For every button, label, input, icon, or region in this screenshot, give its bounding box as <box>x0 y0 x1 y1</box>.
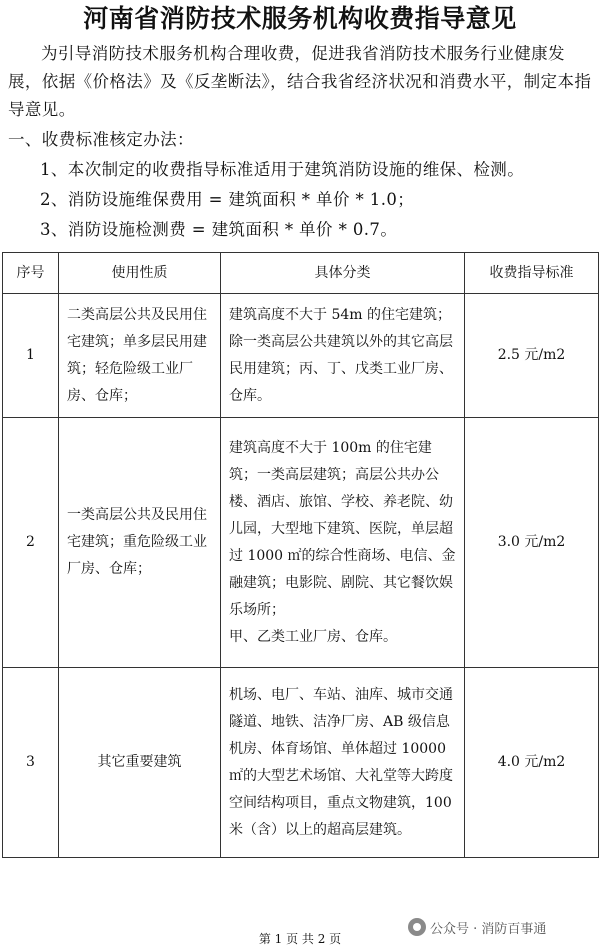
fee-standard-table <box>2 252 599 858</box>
document-title: 河南省消防技术服务机构收费指导意见 <box>83 4 517 33</box>
section-heading: 一、收费标准核定办法： <box>8 130 194 149</box>
row-no: 2 <box>3 418 59 668</box>
row-standard: 4.0 元/m2 <box>465 668 599 858</box>
table-header-row <box>3 253 599 294</box>
list-item: 1、本次制定的收费指导标准适用于建筑消防设施的维保、检测。 <box>40 160 525 179</box>
row-standard: 3.0 元/m2 <box>465 418 599 668</box>
classification-extra: 甲、乙类工业厂房、仓库。 <box>229 628 397 645</box>
classification-main: 建筑高度不大于 100m 的住宅建筑；一类高层建筑；高层公共办公楼、酒店、旅馆、学校、养老院、幼儿园，大型地下建筑、医院，单层超过 1000 ㎡的综合性商场、电信、金融建筑；电影院、剧院、其它餐饮娱乐场所； <box>229 439 456 618</box>
row-classification <box>221 418 465 668</box>
row-classification: 建筑高度不大于 54m 的住宅建筑；除一类高层公共建筑以外的其它高层民用建筑；丙、丁、戊类工业厂房、仓库。 <box>221 294 465 418</box>
row-nature: 二类高层公共及民用住宅建筑；单多层民用建筑；轻危险级工业厂房、仓库； <box>59 294 221 418</box>
header-no: 序号 <box>3 253 59 294</box>
table-row <box>3 418 599 668</box>
table-row <box>3 294 599 418</box>
header-classification: 具体分类 <box>221 253 465 294</box>
header-standard: 收费指导标准 <box>465 253 599 294</box>
list-item: 3、消防设施检测费 = 建筑面积 * 单价 * 0.7。 <box>40 220 398 239</box>
row-no: 3 <box>3 668 59 858</box>
row-nature: 一类高层公共及民用住宅建筑；重危险级工业厂房、仓库； <box>59 418 221 668</box>
header-nature: 使用性质 <box>59 253 221 294</box>
row-no: 1 <box>3 294 59 418</box>
row-nature: 其它重要建筑 <box>59 668 221 858</box>
row-standard: 2.5 元/m2 <box>465 294 599 418</box>
row-classification: 机场、电厂、车站、油库、城市交通隧道、地铁、洁净厂房、AB 级信息机房、体育场馆、单体超过 10000 ㎡的大型艺术场馆、大礼堂等大跨度空间结构项目，重点文物建筑，100 米（含）以上的超高层建筑。 <box>221 668 465 858</box>
table-row <box>3 668 599 858</box>
page-number: 第 1 页 共 2 页 <box>258 932 342 946</box>
list-item: 2、消防设施维保费用 = 建筑面积 * 单价 * 1.0； <box>40 190 415 209</box>
watermark-text: 公众号 · 消防百事通 <box>430 921 547 937</box>
intro-paragraph: 为引导消防技术服务机构合理收费，促进我省消防技术服务行业健康发展，依据《价格法》及《反垄断法》，结合我省经济状况和消费水平，制定本指导意见。 <box>8 44 592 119</box>
